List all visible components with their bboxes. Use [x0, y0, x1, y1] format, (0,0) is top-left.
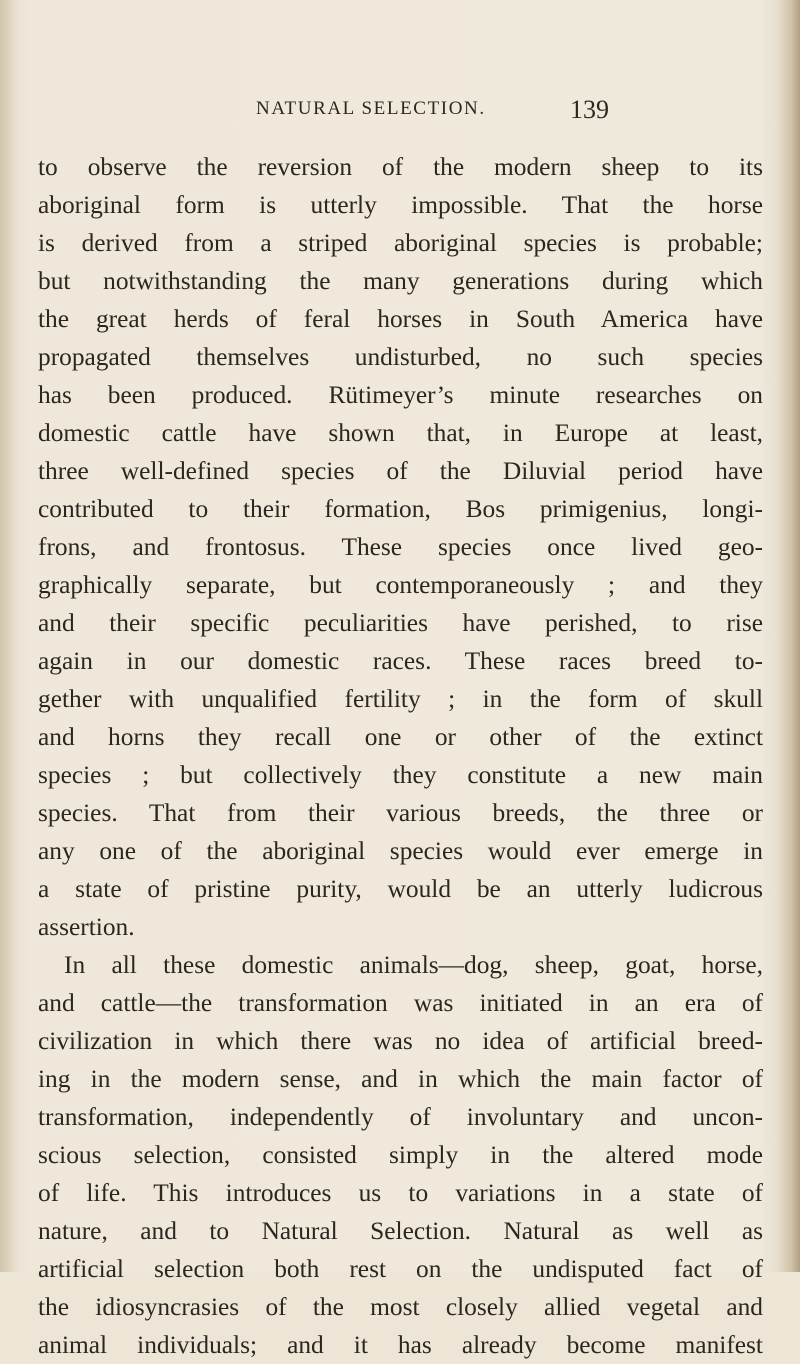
text-line: and their specific peculiarities have perished, to rise	[38, 609, 763, 637]
text-line: graphically separate, but contemporaneously ; and they	[38, 571, 763, 599]
text-line: any one of the aboriginal species would ever emerge in	[38, 837, 763, 865]
text-line: scious selection, consisted simply in the altered mode	[38, 1141, 763, 1169]
text-line: contributed to their formation, Bos primigenius, longi-	[38, 495, 763, 523]
running-head	[0, 95, 800, 138]
text-line: domestic cattle have shown that, in Europe at least,	[38, 419, 763, 447]
text-line: has been produced. Rütimeyer’s minute researches on	[38, 381, 763, 409]
paragraph-end-line: assertion.	[38, 913, 135, 941]
text-line: again in our domestic races. These races breed to-	[38, 647, 763, 675]
text-line: aboriginal form is utterly impossible. That the horse	[38, 191, 763, 219]
text-line: is derived from a striped aboriginal species is probable;	[38, 229, 763, 257]
text-line: the idiosyncrasies of the most closely allied vegetal and	[38, 1293, 763, 1321]
text-line: artificial selection both rest on the undisputed fact of	[38, 1255, 763, 1283]
body-text	[38, 148, 763, 1364]
text-line: civilization in which there was no idea of artificial breed-	[38, 1027, 763, 1055]
text-line: nature, and to Natural Selection. Natural as well as	[38, 1217, 763, 1245]
paragraph-start-line: In all these domestic animals—dog, sheep, goat, horse,	[64, 951, 763, 979]
page-number: 139	[570, 95, 609, 124]
page-left-shadow	[0, 0, 18, 1272]
text-line: and cattle—the transformation was initiated in an era of	[38, 989, 763, 1017]
text-line: frons, and frontosus. These species once lived geo-	[38, 533, 763, 561]
page-right-edge	[778, 0, 800, 1272]
text-line: propagated themselves undisturbed, no such species	[38, 343, 763, 371]
text-line: the great herds of feral horses in South America have	[38, 305, 763, 333]
text-line: ing in the modern sense, and in which the main factor of	[38, 1065, 763, 1093]
text-line: species ; but collectively they constitute a new main	[38, 761, 763, 789]
text-line: and horns they recall one or other of the extinct	[38, 723, 763, 751]
text-line: but notwithstanding the many generations during which	[38, 267, 763, 295]
text-line: transformation, independently of involuntary and uncon-	[38, 1103, 763, 1131]
text-line: species. That from their various breeds, the three or	[38, 799, 763, 827]
text-line: gether with unqualified fertility ; in the form of skull	[38, 685, 763, 713]
text-line: to observe the reversion of the modern sheep to its	[38, 153, 763, 181]
text-line: a state of pristine purity, would be an utterly ludicrous	[38, 875, 763, 903]
text-line: of life. This introduces us to variations in a state of	[38, 1179, 763, 1207]
text-line: animal individuals; and it has already become manifest	[38, 1331, 763, 1359]
running-title: NATURAL SELECTION.	[256, 98, 486, 119]
text-line: three well-defined species of the Diluvial period have	[38, 457, 763, 485]
